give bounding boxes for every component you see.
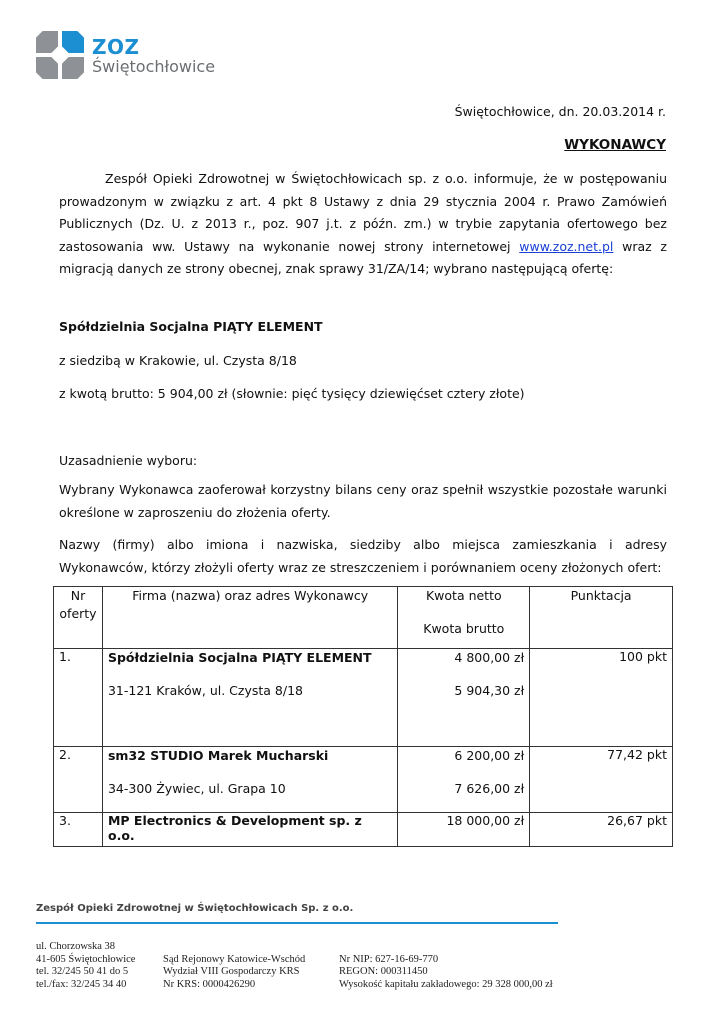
- offer-score: 77,42 pkt: [530, 747, 673, 813]
- table-row: [54, 813, 673, 847]
- intro-text-b: wraz z migracją danych ze strony obecnej, znak sprawy 31/ZA/14; wybrano następującą ofertę:: [59, 238, 667, 276]
- offer-score: 26,67 pkt: [530, 813, 673, 847]
- winner-amount: z kwotą brutto: 5 904,00 zł (słownie: pięć tysięcy dziewięćset cztery złote): [59, 386, 525, 401]
- offers-intro: Nazwy (firmy) albo imiona i nazwiska, siedziby albo miejsca zamieszkania i adresy Wykonawców, którzy złożyli oferty wraz ze streszczeniem i porównaniem oceny złożonych ofert:: [59, 537, 667, 575]
- footer-registry-col: [339, 954, 553, 992]
- offer-company-name: MP Electronics & Development sp. z o.o.: [102, 813, 397, 847]
- offer-company: [102, 747, 397, 813]
- winner-address: z siedzibą w Krakowie, ul. Czysta 8/18: [59, 353, 297, 368]
- offer-score: 100 pkt: [530, 649, 673, 747]
- intro-paragraph: [59, 168, 667, 281]
- header-nr: [54, 587, 103, 649]
- footer-line: tel./fax: 32/245 34 40: [36, 978, 127, 990]
- offer-nr: 1.: [54, 649, 103, 747]
- justification-text: Wybrany Wykonawca zaoferował korzystny bilans ceny oraz spełnił wszystkie pozostałe warunki określone w zaproszeniu do złożenia oferty.: [59, 482, 667, 520]
- offer-company: [102, 649, 397, 747]
- footer-divider: [36, 922, 558, 924]
- logo-city: Świętochłowice: [92, 57, 216, 76]
- offer-amounts: [398, 649, 530, 747]
- footer-line: tel. 32/245 50 41 do 5: [36, 966, 129, 977]
- header-score-text: Punktacja: [570, 588, 632, 603]
- offer-amounts: [398, 747, 530, 813]
- offer-nr: 2.: [54, 747, 103, 813]
- offer-nr: 3.: [54, 813, 103, 847]
- header-nr-line2: oferty: [59, 606, 97, 621]
- website-link[interactable]: www.zoz.net.pl: [519, 238, 614, 254]
- footer-court-col: [163, 954, 305, 992]
- letter-heading: WYKONAWCY: [564, 137, 666, 153]
- offer-net: 6 200,00 zł: [454, 748, 525, 763]
- footer-address-col: [36, 941, 135, 991]
- header-score: [530, 587, 673, 649]
- offers-table: [53, 586, 673, 847]
- logo-mark-icon: [36, 31, 86, 81]
- footer-line: Wydział VIII Gospodarczy KRS: [163, 966, 300, 977]
- header-nr-line1: Nr: [70, 588, 86, 603]
- header-net: Kwota netto: [425, 588, 502, 603]
- winner-name: Spółdzielnia Socjalna PIĄTY ELEMENT: [59, 319, 323, 334]
- header-gross: Kwota brutto: [423, 621, 505, 636]
- header-company: [102, 587, 397, 649]
- justification-label: Uzasadnienie wyboru:: [59, 453, 198, 468]
- footer-line: 41-605 Świętochłowice: [36, 953, 136, 965]
- footer-line: REGON: 000311450: [339, 966, 428, 977]
- footer-line: Wysokość kapitału zakładowego: 29 328 000,00 zł: [339, 978, 553, 990]
- offer-company-name: sm32 STUDIO Marek Mucharski: [107, 748, 329, 763]
- offer-company-name: Spółdzielnia Socjalna PIĄTY ELEMENT: [107, 650, 372, 665]
- offer-gross: 5 904,30 zł: [454, 683, 525, 698]
- footer-line: ul. Chorzowska 38: [36, 941, 116, 952]
- offer-company-address: 34-300 Żywiec, ul. Grapa 10: [107, 781, 286, 796]
- footer-line: Nr KRS: 0000426290: [163, 978, 256, 990]
- offer-company-address: 31-121 Kraków, ul. Czysta 8/18: [107, 683, 303, 698]
- zoz-logo: [36, 30, 215, 82]
- footer-line: Nr NIP: 627-16-69-770: [339, 953, 439, 965]
- offer-net: 4 800,00 zł: [454, 650, 525, 665]
- header-company-text: Firma (nazwa) oraz adres Wykonawcy: [132, 588, 369, 603]
- offer-gross: 7 626,00 zł: [454, 781, 525, 796]
- table-row: [54, 747, 673, 813]
- intro-text-a: Zespół Opieki Zdrowotnej w Świętochłowicach sp. z o.o. informuje, że w postępowaniu prowadzonym w związku z art. 4 pkt 8 Ustawy z dnia 29 stycznia 2004 r. Prawo Zamówień Publicznych (Dz. U. z 2013 r., poz. 907 j.t. z późn. zm.) w trybie zapytania ofertowego bez zastosowania ww. Ustawy na wykonanie nowej strony internetowej: [59, 171, 667, 254]
- footer-org-name: Zespół Opieki Zdrowotnej w Świętochłowicach Sp. z o.o.: [36, 903, 354, 914]
- place-date: Świętochłowice, dn. 20.03.2014 r.: [454, 104, 666, 119]
- table-header-row: [54, 587, 673, 649]
- logo-name: ZOZ: [92, 35, 140, 59]
- header-amounts: [398, 587, 530, 649]
- footer-line: Sąd Rejonowy Katowice-Wschód: [163, 953, 306, 965]
- table-row: [54, 649, 673, 747]
- offer-net: 18 000,00 zł: [398, 813, 530, 847]
